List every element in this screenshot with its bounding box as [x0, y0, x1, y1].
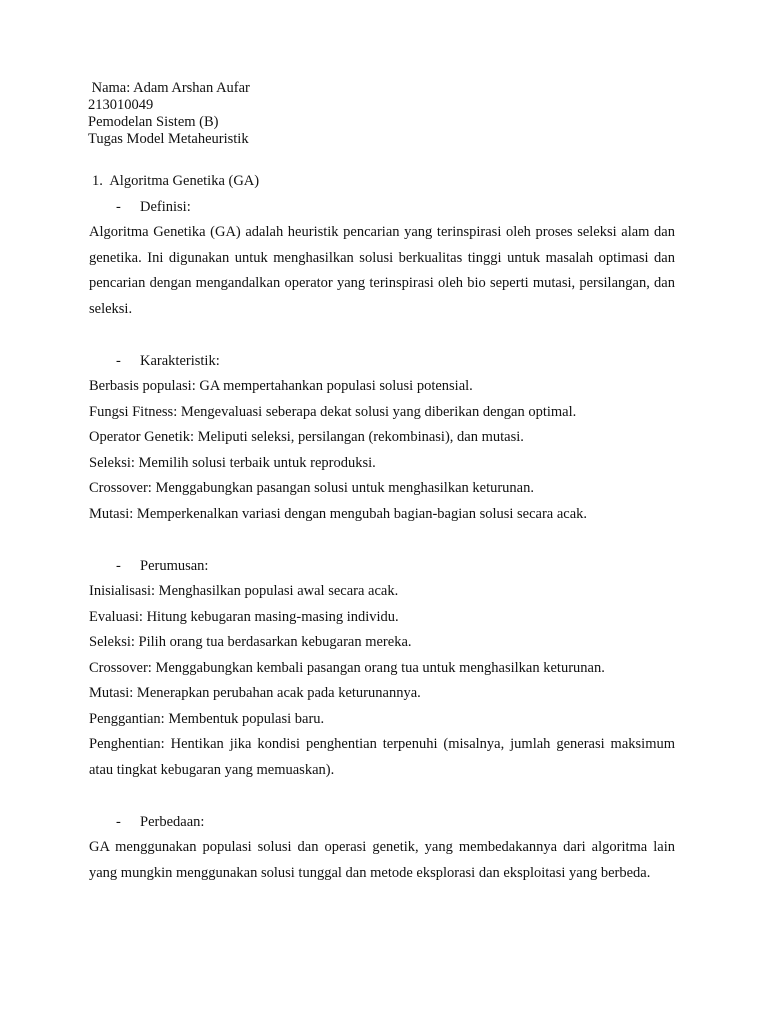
dash-bullet: -	[116, 199, 121, 215]
dash-bullet: -	[116, 558, 121, 574]
student-name: Nama: Adam Arshan Aufar	[88, 80, 250, 96]
perumusan-item: Crossover: Menggabungkan kembali pasangan orang tua untuk menghasilkan keturunan.	[89, 659, 605, 676]
subheading-perbedaan	[89, 809, 675, 835]
document-header	[88, 80, 250, 148]
student-id: 213010049	[88, 97, 154, 113]
subheading-karakteristik	[89, 348, 675, 374]
perumusan-item: Seleksi: Pilih orang tua berdasarkan kebugaran mereka.	[89, 634, 412, 650]
perumusan-item: Inisialisasi: Menghasilkan populasi awal secara acak.	[89, 583, 399, 599]
subheading-label: Perumusan:	[140, 558, 209, 574]
spacer	[89, 783, 675, 809]
subheading-label: Perbedaan:	[140, 814, 205, 830]
karakteristik-item: Crossover: Menggabungkan pasangan solusi untuk menghasilkan keturunan.	[89, 480, 534, 496]
perumusan-item: Evaluasi: Hitung kebugaran masing-masing individu.	[89, 608, 399, 625]
course-name: Pemodelan Sistem (B)	[88, 114, 219, 130]
perumusan-penghentian: Penghentian: Hentikan jika kondisi penghentian terpenuhi (misalnya, jumlah generasi maksimum atau tingkat kebugaran yang memuaskan).	[89, 736, 675, 778]
karakteristik-item: Seleksi: Memilih solusi terbaik untuk reproduksi.	[89, 454, 376, 471]
subheading-label: Karakteristik:	[140, 353, 220, 369]
spacer	[89, 527, 675, 553]
assignment-title: Tugas Model Metaheuristik	[88, 131, 249, 147]
karakteristik-item: Operator Genetik: Meliputi seleksi, persilangan (rekombinasi), dan mutasi.	[89, 429, 524, 445]
section-heading: 1. Algoritma Genetika (GA)	[92, 173, 260, 189]
spacer	[89, 322, 675, 348]
perumusan-item: Penggantian: Membentuk populasi baru.	[89, 710, 325, 727]
definisi-paragraph: Algoritma Genetika (GA) adalah heuristik pencarian yang terinspirasi oleh proses seleksi alam dan genetika. Ini digunakan untuk menghasilkan solusi berkualitas tinggi untuk masalah optimasi dan pencarian dengan mengandalkan operator yang terinspirasi oleh bio seperti mutasi, persilangan, dan seleksi.	[89, 224, 675, 317]
karakteristik-item: Fungsi Fitness: Mengevaluasi seberapa dekat solusi yang diberikan dengan optimal.	[89, 403, 577, 420]
perumusan-item: Mutasi: Menerapkan perubahan acak pada keturunannya.	[89, 685, 421, 701]
subheading-definisi	[89, 194, 675, 220]
subheading-label: Definisi:	[140, 199, 191, 215]
dash-bullet: -	[116, 353, 121, 369]
perbedaan-paragraph: GA menggunakan populasi solusi dan operasi genetik, yang membedakannya dari algoritma lain yang mungkin menggunakan solusi tunggal dan metode eksplorasi dan eksploitasi yang berbeda.	[89, 839, 675, 881]
document-body	[89, 168, 675, 886]
karakteristik-item: Berbasis populasi: GA mempertahankan populasi solusi potensial.	[89, 378, 473, 394]
dash-bullet: -	[116, 814, 121, 830]
karakteristik-item: Mutasi: Memperkenalkan variasi dengan mengubah bagian-bagian solusi secara acak.	[89, 505, 588, 522]
subheading-perumusan	[89, 553, 675, 579]
